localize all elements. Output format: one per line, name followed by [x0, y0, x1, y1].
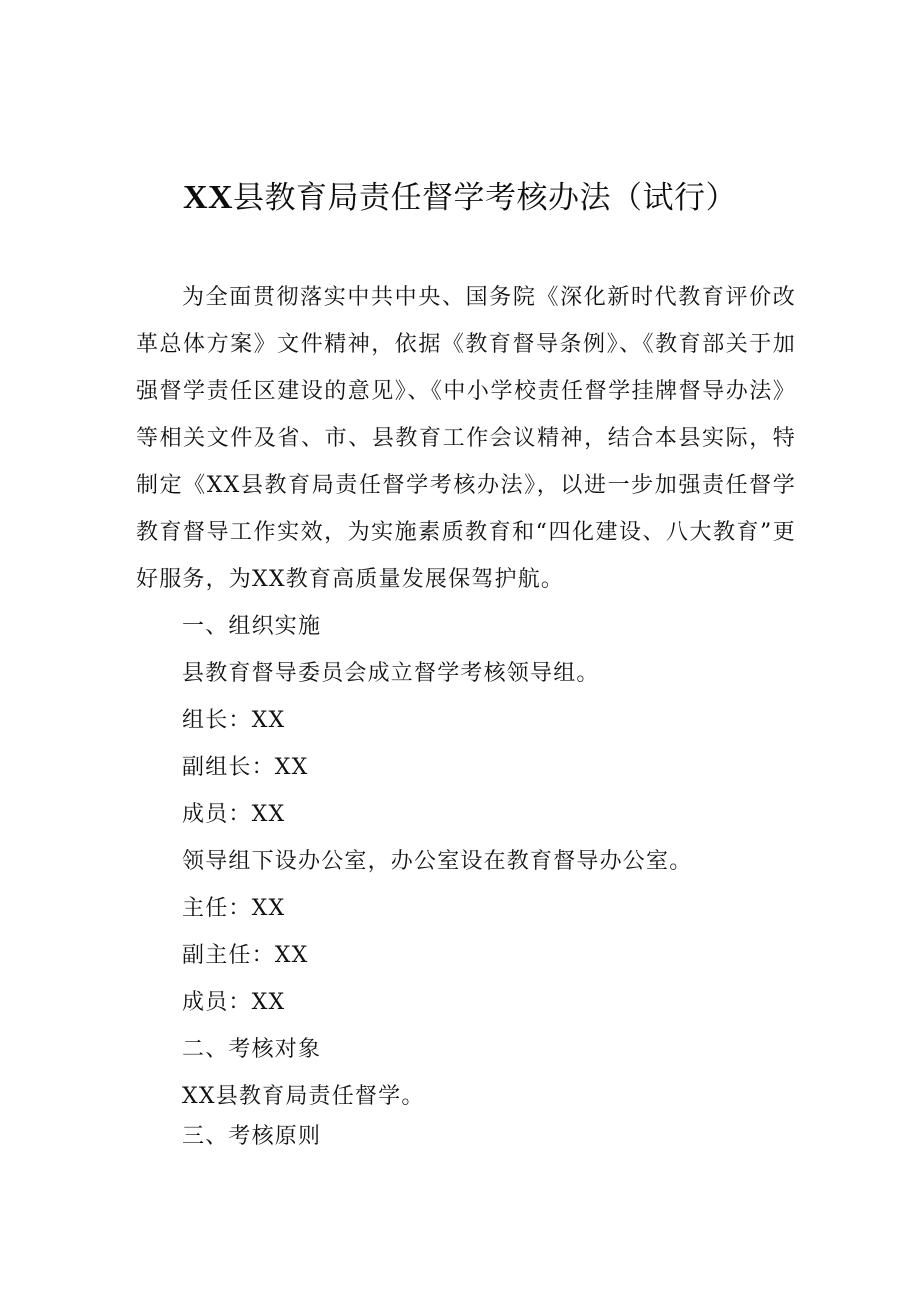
section-3-heading: 三、考核原则 — [182, 1124, 322, 1149]
director-line: 主任：XX — [182, 896, 286, 921]
deputy-director-line: 副主任：XX — [182, 943, 309, 968]
section-1-text: 县教育督导委员会成立督学考核领导组。 — [182, 661, 600, 686]
document-body — [136, 274, 796, 1152]
intro-paragraph: 为全面贯彻落实中共中央、国务院《深化新时代教育评价改革总体方案》文件精神，依据《教育督导条例》、《教育部关于加强督学责任区建设的意见》、《中小学校责任督学挂牌督导办法》等相关文件及省、市、县教育工作会议精神，结合本县实际，特制定《XX县教育局责任督学考核办法》，以进一步加强责任督学教育督导工作实效，为实施素质教育和“四化建设、八大教育”更好服务，为XX教育高质量发展保驾护航。 — [136, 285, 796, 592]
section-2-heading: 二、考核对象 — [182, 1037, 322, 1062]
title-main: 县教育局责任督学考核办法（试行） — [233, 180, 738, 216]
section-2-text: XX县教育局责任督学。 — [182, 1084, 425, 1109]
members-line-2: 成员：XX — [182, 990, 286, 1015]
office-line: 领导组下设办公室，办公室设在教育督导办公室。 — [182, 849, 693, 874]
leader-line: 组长：XX — [182, 708, 286, 733]
document-title — [0, 176, 920, 220]
members-line-1: 成员：XX — [182, 802, 286, 827]
title-prefix: XX — [182, 179, 234, 216]
section-1-heading: 一、组织实施 — [182, 614, 322, 639]
deputy-leader-line: 副组长：XX — [182, 755, 309, 780]
